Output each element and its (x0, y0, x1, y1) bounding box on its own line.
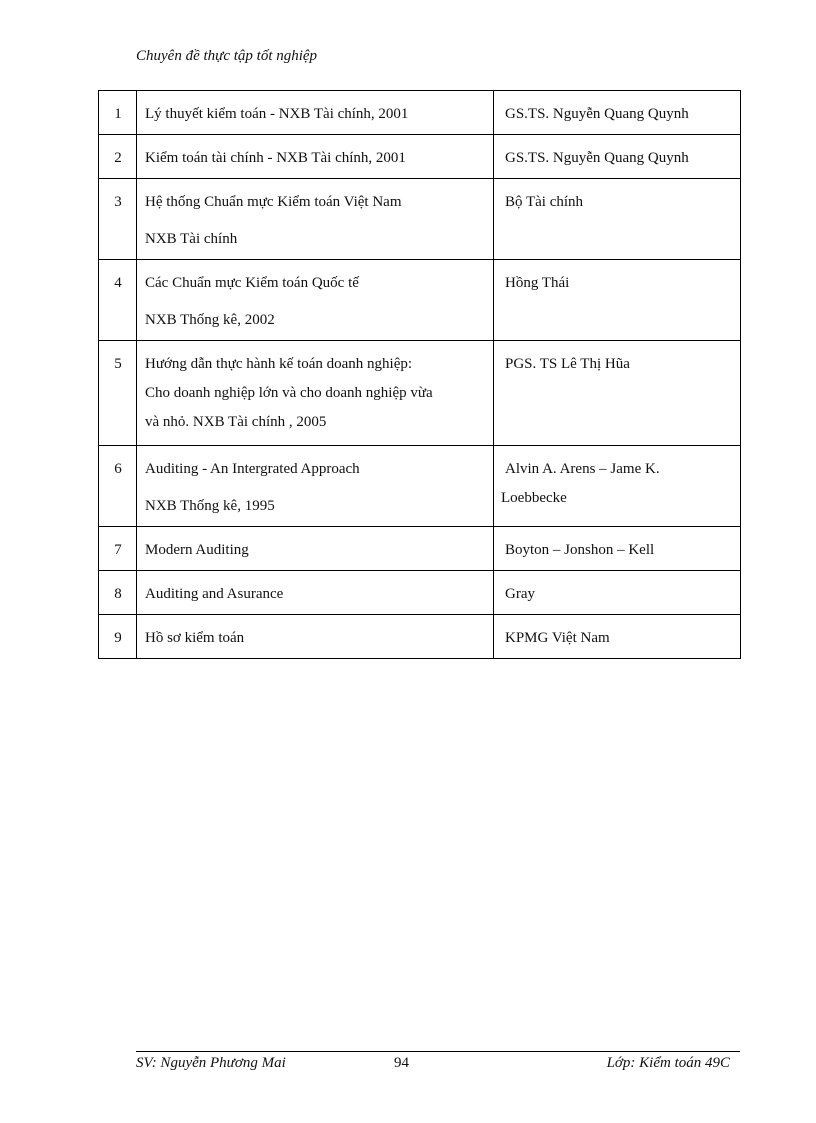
table-row (99, 446, 741, 527)
reference-title-line: Hồ sơ kiểm toán (145, 630, 245, 646)
row-number: 8 (114, 586, 122, 602)
page-number: 94 (394, 1055, 409, 1071)
reference-author-line: GS.TS. Nguyễn Quang Quynh (505, 106, 689, 122)
reference-author-line: GS.TS. Nguyễn Quang Quynh (505, 150, 689, 166)
reference-author-line: Bộ Tài chính (505, 194, 584, 210)
reference-author-line: PGS. TS Lê Thị Hũa (505, 356, 630, 372)
reference-title-line: Lý thuyết kiểm toán - NXB Tài chính, 2001 (145, 106, 409, 122)
table-row (99, 527, 741, 571)
reference-title-line: NXB Tài chính (145, 231, 238, 247)
table-row (99, 179, 741, 260)
table-row (99, 135, 741, 179)
reference-table (98, 90, 741, 659)
row-number: 4 (114, 275, 122, 291)
student-name: SV: Nguyễn Phương Mai (136, 1055, 286, 1071)
reference-title-line: Auditing - An Intergrated Approach (145, 461, 360, 477)
table-row (99, 341, 741, 446)
row-number: 5 (114, 356, 122, 372)
table-row (99, 615, 741, 659)
class-label: Lớp: Kiểm toán 49C (606, 1055, 730, 1071)
table-row (99, 260, 741, 341)
reference-title-line: Cho doanh nghiệp lớn và cho doanh nghiệp vừa (145, 385, 433, 401)
row-number: 7 (114, 542, 122, 558)
reference-title-line: Các Chuẩn mực Kiểm toán Quốc tế (145, 275, 359, 291)
footer-divider (136, 1051, 740, 1052)
table-row (99, 91, 741, 135)
reference-author-line: KPMG Việt Nam (505, 630, 610, 646)
reference-title-line: Hệ thống Chuẩn mực Kiểm toán Việt Nam (145, 194, 402, 210)
page-footer (136, 1055, 730, 1075)
row-number: 2 (114, 150, 122, 166)
reference-title-line: Hướng dẫn thực hành kế toán doanh nghiệp: (145, 356, 413, 372)
reference-author-line: Alvin A. Arens – Jame K. (505, 461, 660, 477)
reference-author-line: Hồng Thái (505, 275, 570, 291)
reference-table-body (99, 91, 741, 659)
running-header: Chuyên đề thực tập tốt nghiệp (136, 48, 318, 64)
reference-author-line: Loebbecke (501, 490, 567, 506)
reference-title-line: và nhỏ. NXB Tài chính , 2005 (145, 414, 327, 430)
reference-title-line: Kiểm toán tài chính - NXB Tài chính, 2001 (145, 150, 406, 166)
row-number: 9 (114, 630, 122, 646)
reference-title-line: NXB Thống kê, 1995 (145, 498, 275, 514)
row-number: 1 (114, 106, 122, 122)
row-number: 3 (114, 194, 122, 210)
reference-title-line: Modern Auditing (145, 542, 249, 558)
reference-author-line: Gray (505, 586, 535, 602)
table-row (99, 571, 741, 615)
reference-title-line: NXB Thống kê, 2002 (145, 312, 275, 328)
reference-title-line: Auditing and Asurance (145, 586, 284, 602)
reference-author-line: Boyton – Jonshon – Kell (505, 542, 655, 558)
row-number: 6 (114, 461, 122, 477)
